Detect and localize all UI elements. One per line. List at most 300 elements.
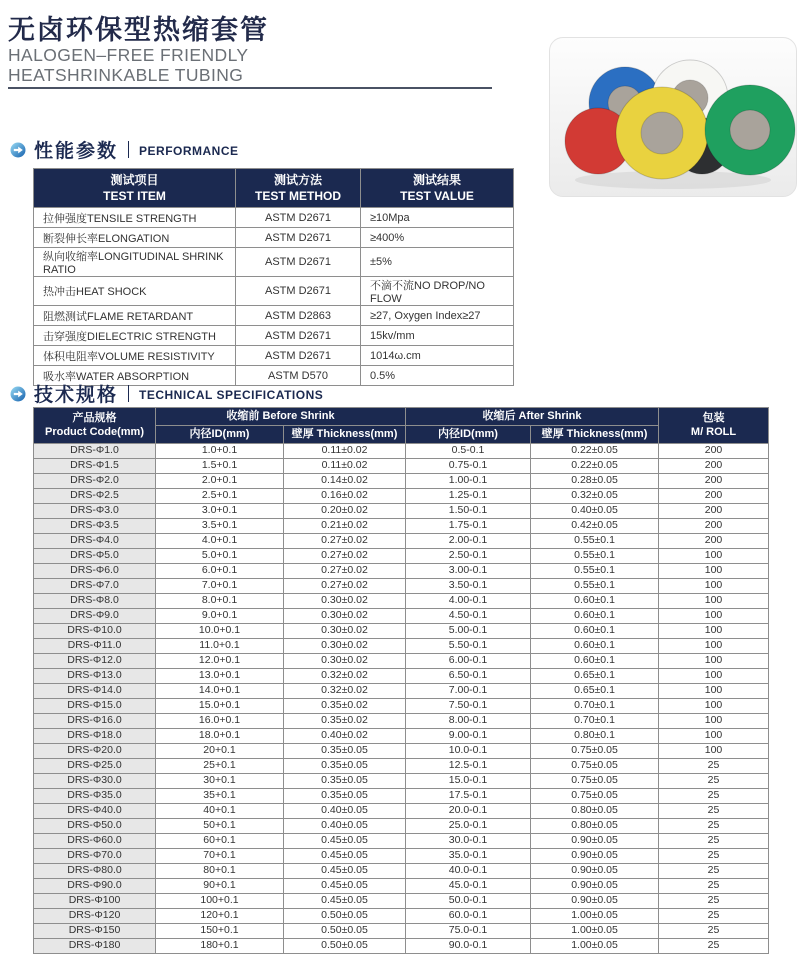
after-thickness-cell: 0.90±0.05 bbox=[531, 848, 659, 863]
before-id-cell: 30+0.1 bbox=[156, 773, 284, 788]
roll-length-cell: 100 bbox=[659, 653, 769, 668]
product-code-cell: DRS-Φ80.0 bbox=[34, 863, 156, 878]
table-row bbox=[34, 893, 769, 908]
roll-length-cell: 100 bbox=[659, 563, 769, 578]
test-item-cell: 阻燃测试FLAME RETARDANT bbox=[34, 306, 236, 326]
after-thickness-cell: 0.90±0.05 bbox=[531, 878, 659, 893]
after-thickness-cell: 0.60±0.1 bbox=[531, 638, 659, 653]
specifications-heading-cn: 技术规格 bbox=[34, 385, 119, 406]
before-thickness-cell: 0.27±0.02 bbox=[284, 563, 406, 578]
col-before-thickness: 壁厚 Thickness(mm) bbox=[284, 425, 406, 443]
after-id-cell: 9.00-0.1 bbox=[406, 728, 531, 743]
col-packing-en: M/ ROLL bbox=[690, 426, 737, 439]
after-thickness-cell: 0.80±0.1 bbox=[531, 728, 659, 743]
before-id-cell: 9.0+0.1 bbox=[156, 608, 284, 623]
specifications-heading-en: TECHNICAL SPECIFICATIONS bbox=[139, 388, 324, 402]
before-thickness-cell: 0.50±0.05 bbox=[284, 938, 406, 953]
table-row bbox=[34, 773, 769, 788]
table-row bbox=[34, 228, 514, 248]
after-thickness-cell: 1.00±0.05 bbox=[531, 923, 659, 938]
after-thickness-cell: 0.70±0.1 bbox=[531, 698, 659, 713]
test-method-cell: ASTM D2671 bbox=[236, 346, 361, 366]
col-before-id: 内径ID(mm) bbox=[156, 425, 284, 443]
after-thickness-cell: 0.90±0.05 bbox=[531, 863, 659, 878]
product-code-cell: DRS-Φ8.0 bbox=[34, 593, 156, 608]
before-thickness-cell: 0.45±0.05 bbox=[284, 833, 406, 848]
roll-length-cell: 200 bbox=[659, 458, 769, 473]
before-id-cell: 2.5+0.1 bbox=[156, 488, 284, 503]
col-test-value bbox=[361, 169, 514, 208]
performance-table-body bbox=[34, 208, 514, 386]
test-value-cell: ±5% bbox=[361, 248, 514, 277]
roll-length-cell: 25 bbox=[659, 908, 769, 923]
table-row bbox=[34, 473, 769, 488]
before-id-cell: 100+0.1 bbox=[156, 893, 284, 908]
test-value-cell: 不滴不流NO DROP/NO FLOW bbox=[361, 277, 514, 306]
product-code-cell: DRS-Φ70.0 bbox=[34, 848, 156, 863]
roll-length-cell: 25 bbox=[659, 893, 769, 908]
before-id-cell: 16.0+0.1 bbox=[156, 713, 284, 728]
col-test-value-en: TEST VALUE bbox=[400, 189, 474, 204]
table-row bbox=[34, 863, 769, 878]
after-thickness-cell: 0.42±0.05 bbox=[531, 518, 659, 533]
table-row bbox=[34, 326, 514, 346]
before-id-cell: 70+0.1 bbox=[156, 848, 284, 863]
product-code-cell: DRS-Φ10.0 bbox=[34, 623, 156, 638]
table-row bbox=[34, 306, 514, 326]
test-value-cell: ≥10Mpa bbox=[361, 208, 514, 228]
table-row bbox=[34, 248, 514, 277]
after-thickness-cell: 0.65±0.1 bbox=[531, 668, 659, 683]
col-test-item bbox=[34, 169, 236, 208]
product-code-cell: DRS-Φ6.0 bbox=[34, 563, 156, 578]
before-id-cell: 35+0.1 bbox=[156, 788, 284, 803]
heading-separator bbox=[128, 141, 129, 158]
roll-length-cell: 25 bbox=[659, 758, 769, 773]
table-row bbox=[34, 728, 769, 743]
after-thickness-cell: 0.22±0.05 bbox=[531, 458, 659, 473]
table-row bbox=[34, 578, 769, 593]
after-id-cell: 1.75-0.1 bbox=[406, 518, 531, 533]
test-method-cell: ASTM D2671 bbox=[236, 208, 361, 228]
before-thickness-cell: 0.32±0.02 bbox=[284, 683, 406, 698]
before-thickness-cell: 0.14±0.02 bbox=[284, 473, 406, 488]
after-id-cell: 6.00-0.1 bbox=[406, 653, 531, 668]
before-thickness-cell: 0.45±0.05 bbox=[284, 848, 406, 863]
after-thickness-cell: 0.80±0.05 bbox=[531, 803, 659, 818]
after-thickness-cell: 0.60±0.1 bbox=[531, 623, 659, 638]
after-thickness-cell: 0.70±0.1 bbox=[531, 713, 659, 728]
before-thickness-cell: 0.30±0.02 bbox=[284, 638, 406, 653]
after-id-cell: 45.0-0.1 bbox=[406, 878, 531, 893]
table-row bbox=[34, 563, 769, 578]
after-id-cell: 75.0-0.1 bbox=[406, 923, 531, 938]
after-id-cell: 15.0-0.1 bbox=[406, 773, 531, 788]
table-row bbox=[34, 443, 769, 458]
page-title-en-line2: HEATSHRINKABLE TUBING bbox=[8, 65, 244, 85]
table-row bbox=[34, 908, 769, 923]
before-id-cell: 14.0+0.1 bbox=[156, 683, 284, 698]
performance-heading-cn: 性能参数 bbox=[34, 141, 119, 162]
after-id-cell: 0.5-0.1 bbox=[406, 443, 531, 458]
test-item-cell: 热冲击HEAT SHOCK bbox=[34, 277, 236, 306]
after-thickness-cell: 0.60±0.1 bbox=[531, 593, 659, 608]
roll-length-cell: 100 bbox=[659, 608, 769, 623]
after-thickness-cell: 0.60±0.1 bbox=[531, 653, 659, 668]
col-test-item-en: TEST ITEM bbox=[103, 189, 166, 204]
spec-table-body bbox=[34, 443, 769, 953]
test-method-cell: ASTM D2671 bbox=[236, 248, 361, 277]
after-id-cell: 30.0-0.1 bbox=[406, 833, 531, 848]
before-thickness-cell: 0.35±0.02 bbox=[284, 698, 406, 713]
product-code-cell: DRS-Φ3.0 bbox=[34, 503, 156, 518]
after-id-cell: 5.50-0.1 bbox=[406, 638, 531, 653]
col-test-method-en: TEST METHOD bbox=[255, 189, 341, 204]
roll-length-cell: 100 bbox=[659, 728, 769, 743]
roll-length-cell: 100 bbox=[659, 743, 769, 758]
after-thickness-cell: 0.60±0.1 bbox=[531, 608, 659, 623]
col-after-thickness: 壁厚 Thickness(mm) bbox=[531, 425, 659, 443]
before-thickness-cell: 0.45±0.05 bbox=[284, 863, 406, 878]
before-id-cell: 10.0+0.1 bbox=[156, 623, 284, 638]
roll-length-cell: 100 bbox=[659, 623, 769, 638]
roll-length-cell: 25 bbox=[659, 878, 769, 893]
col-test-method bbox=[236, 169, 361, 208]
roll-length-cell: 25 bbox=[659, 788, 769, 803]
before-thickness-cell: 0.40±0.05 bbox=[284, 818, 406, 833]
roll-length-cell: 25 bbox=[659, 818, 769, 833]
before-id-cell: 4.0+0.1 bbox=[156, 533, 284, 548]
after-id-cell: 1.25-0.1 bbox=[406, 488, 531, 503]
heading-separator bbox=[128, 385, 129, 402]
performance-heading-en: PERFORMANCE bbox=[139, 144, 239, 158]
after-id-cell: 40.0-0.1 bbox=[406, 863, 531, 878]
before-thickness-cell: 0.40±0.05 bbox=[284, 803, 406, 818]
table-row bbox=[34, 803, 769, 818]
after-id-cell: 7.50-0.1 bbox=[406, 698, 531, 713]
before-thickness-cell: 0.40±0.02 bbox=[284, 728, 406, 743]
table-row bbox=[34, 623, 769, 638]
before-id-cell: 3.5+0.1 bbox=[156, 518, 284, 533]
roll-length-cell: 100 bbox=[659, 668, 769, 683]
table-row bbox=[34, 923, 769, 938]
product-code-cell: DRS-Φ13.0 bbox=[34, 668, 156, 683]
roll-length-cell: 25 bbox=[659, 848, 769, 863]
before-id-cell: 18.0+0.1 bbox=[156, 728, 284, 743]
table-row bbox=[34, 458, 769, 473]
table-row bbox=[34, 743, 769, 758]
product-code-cell: DRS-Φ1.0 bbox=[34, 443, 156, 458]
after-thickness-cell: 0.65±0.1 bbox=[531, 683, 659, 698]
arrow-bullet-icon bbox=[10, 142, 26, 158]
table-row bbox=[34, 533, 769, 548]
roll-length-cell: 100 bbox=[659, 698, 769, 713]
before-thickness-cell: 0.35±0.05 bbox=[284, 788, 406, 803]
product-code-cell: DRS-Φ90.0 bbox=[34, 878, 156, 893]
product-code-cell: DRS-Φ100 bbox=[34, 893, 156, 908]
roll-core bbox=[641, 112, 683, 154]
table-row bbox=[34, 848, 769, 863]
specifications-section-heading bbox=[10, 380, 323, 407]
col-product-code-cn: 产品规格 bbox=[72, 411, 117, 424]
page-title-cn: 无卤环保型热缩套管 bbox=[8, 15, 269, 45]
product-photo bbox=[549, 37, 797, 197]
before-id-cell: 20+0.1 bbox=[156, 743, 284, 758]
after-thickness-cell: 0.80±0.05 bbox=[531, 818, 659, 833]
product-code-cell: DRS-Φ9.0 bbox=[34, 608, 156, 623]
before-id-cell: 8.0+0.1 bbox=[156, 593, 284, 608]
product-code-cell: DRS-Φ120 bbox=[34, 908, 156, 923]
before-id-cell: 3.0+0.1 bbox=[156, 503, 284, 518]
col-product-code bbox=[34, 408, 156, 444]
after-thickness-cell: 0.75±0.05 bbox=[531, 773, 659, 788]
roll-length-cell: 200 bbox=[659, 503, 769, 518]
before-thickness-cell: 0.35±0.02 bbox=[284, 713, 406, 728]
test-value-cell: ≥400% bbox=[361, 228, 514, 248]
before-thickness-cell: 0.30±0.02 bbox=[284, 653, 406, 668]
before-id-cell: 13.0+0.1 bbox=[156, 668, 284, 683]
after-thickness-cell: 0.22±0.05 bbox=[531, 443, 659, 458]
after-thickness-cell: 0.55±0.1 bbox=[531, 548, 659, 563]
after-thickness-cell: 1.00±0.05 bbox=[531, 938, 659, 953]
roll-length-cell: 25 bbox=[659, 923, 769, 938]
before-id-cell: 5.0+0.1 bbox=[156, 548, 284, 563]
roll-length-cell: 100 bbox=[659, 578, 769, 593]
col-group-before-shrink: 收缩前 Before Shrink bbox=[156, 408, 406, 426]
product-code-cell: DRS-Φ7.0 bbox=[34, 578, 156, 593]
roll-length-cell: 100 bbox=[659, 548, 769, 563]
after-id-cell: 4.50-0.1 bbox=[406, 608, 531, 623]
after-id-cell: 2.50-0.1 bbox=[406, 548, 531, 563]
product-code-cell: DRS-Φ2.0 bbox=[34, 473, 156, 488]
before-id-cell: 1.5+0.1 bbox=[156, 458, 284, 473]
test-method-cell: ASTM D2863 bbox=[236, 306, 361, 326]
before-thickness-cell: 0.35±0.05 bbox=[284, 758, 406, 773]
after-thickness-cell: 0.75±0.05 bbox=[531, 788, 659, 803]
before-thickness-cell: 0.27±0.02 bbox=[284, 578, 406, 593]
header-divider bbox=[8, 87, 492, 89]
test-item-cell: 断裂伸长率ELONGATION bbox=[34, 228, 236, 248]
after-id-cell: 17.5-0.1 bbox=[406, 788, 531, 803]
product-code-cell: DRS-Φ14.0 bbox=[34, 683, 156, 698]
after-thickness-cell: 0.55±0.1 bbox=[531, 533, 659, 548]
after-thickness-cell: 0.55±0.1 bbox=[531, 563, 659, 578]
after-id-cell: 12.5-0.1 bbox=[406, 758, 531, 773]
test-item-cell: 体积电阻率VOLUME RESISTIVITY bbox=[34, 346, 236, 366]
table-row bbox=[34, 277, 514, 306]
table-row bbox=[34, 668, 769, 683]
product-code-cell: DRS-Φ20.0 bbox=[34, 743, 156, 758]
roll-length-cell: 25 bbox=[659, 938, 769, 953]
before-id-cell: 25+0.1 bbox=[156, 758, 284, 773]
test-item-cell: 纵向收缩率LONGITUDINAL SHRINK RATIO bbox=[34, 248, 236, 277]
before-id-cell: 80+0.1 bbox=[156, 863, 284, 878]
roll-length-cell: 200 bbox=[659, 473, 769, 488]
before-thickness-cell: 0.30±0.02 bbox=[284, 593, 406, 608]
product-code-cell: DRS-Φ1.5 bbox=[34, 458, 156, 473]
after-id-cell: 60.0-0.1 bbox=[406, 908, 531, 923]
test-item-cell: 拉伸强度TENSILE STRENGTH bbox=[34, 208, 236, 228]
table-row bbox=[34, 608, 769, 623]
table-row bbox=[34, 346, 514, 366]
before-id-cell: 15.0+0.1 bbox=[156, 698, 284, 713]
roll-length-cell: 100 bbox=[659, 593, 769, 608]
before-id-cell: 40+0.1 bbox=[156, 803, 284, 818]
arrow-bullet-icon bbox=[10, 386, 26, 402]
table-row bbox=[34, 653, 769, 668]
product-code-cell: DRS-Φ30.0 bbox=[34, 773, 156, 788]
roll-length-cell: 100 bbox=[659, 638, 769, 653]
before-id-cell: 50+0.1 bbox=[156, 818, 284, 833]
before-id-cell: 12.0+0.1 bbox=[156, 653, 284, 668]
roll-length-cell: 25 bbox=[659, 863, 769, 878]
test-value-cell: 15kv/mm bbox=[361, 326, 514, 346]
after-thickness-cell: 0.75±0.05 bbox=[531, 758, 659, 773]
after-thickness-cell: 0.55±0.1 bbox=[531, 578, 659, 593]
table-row bbox=[34, 758, 769, 773]
test-item-cell: 吸水率WATER ABSORPTION bbox=[34, 366, 236, 386]
roll-length-cell: 200 bbox=[659, 518, 769, 533]
spec-header-row-1 bbox=[34, 408, 769, 426]
after-thickness-cell: 1.00±0.05 bbox=[531, 908, 659, 923]
after-id-cell: 2.00-0.1 bbox=[406, 533, 531, 548]
performance-table bbox=[33, 168, 514, 386]
table-row bbox=[34, 548, 769, 563]
before-id-cell: 11.0+0.1 bbox=[156, 638, 284, 653]
before-thickness-cell: 0.20±0.02 bbox=[284, 503, 406, 518]
after-id-cell: 4.00-0.1 bbox=[406, 593, 531, 608]
performance-header-row bbox=[34, 169, 514, 208]
before-thickness-cell: 0.32±0.02 bbox=[284, 668, 406, 683]
test-value-cell: 0.5% bbox=[361, 366, 514, 386]
after-thickness-cell: 0.75±0.05 bbox=[531, 743, 659, 758]
after-thickness-cell: 0.90±0.05 bbox=[531, 833, 659, 848]
test-method-cell: ASTM D2671 bbox=[236, 277, 361, 306]
after-id-cell: 35.0-0.1 bbox=[406, 848, 531, 863]
col-test-method-cn: 测试方法 bbox=[273, 173, 322, 187]
before-thickness-cell: 0.30±0.02 bbox=[284, 608, 406, 623]
table-row bbox=[34, 713, 769, 728]
after-id-cell: 3.50-0.1 bbox=[406, 578, 531, 593]
table-row bbox=[34, 503, 769, 518]
product-code-cell: DRS-Φ16.0 bbox=[34, 713, 156, 728]
after-id-cell: 8.00-0.1 bbox=[406, 713, 531, 728]
before-thickness-cell: 0.35±0.05 bbox=[284, 743, 406, 758]
col-product-code-en: Product Code(mm) bbox=[45, 426, 144, 439]
table-row bbox=[34, 208, 514, 228]
test-method-cell: ASTM D2671 bbox=[236, 326, 361, 346]
product-code-cell: DRS-Φ11.0 bbox=[34, 638, 156, 653]
table-row bbox=[34, 518, 769, 533]
col-packing bbox=[659, 408, 769, 444]
table-row bbox=[34, 818, 769, 833]
roll-length-cell: 200 bbox=[659, 443, 769, 458]
product-code-cell: DRS-Φ12.0 bbox=[34, 653, 156, 668]
product-code-cell: DRS-Φ25.0 bbox=[34, 758, 156, 773]
product-code-cell: DRS-Φ5.0 bbox=[34, 548, 156, 563]
col-group-after-shrink: 收缩后 After Shrink bbox=[406, 408, 659, 426]
col-packing-cn: 包装 bbox=[702, 411, 725, 424]
table-row bbox=[34, 683, 769, 698]
before-thickness-cell: 0.27±0.02 bbox=[284, 533, 406, 548]
after-id-cell: 7.00-0.1 bbox=[406, 683, 531, 698]
after-id-cell: 0.75-0.1 bbox=[406, 458, 531, 473]
before-id-cell: 6.0+0.1 bbox=[156, 563, 284, 578]
roll-length-cell: 25 bbox=[659, 803, 769, 818]
roll-length-cell: 200 bbox=[659, 533, 769, 548]
before-thickness-cell: 0.11±0.02 bbox=[284, 458, 406, 473]
table-row bbox=[34, 638, 769, 653]
after-id-cell: 20.0-0.1 bbox=[406, 803, 531, 818]
roll-length-cell: 100 bbox=[659, 713, 769, 728]
col-test-item-cn: 测试项目 bbox=[110, 173, 159, 187]
before-thickness-cell: 0.50±0.05 bbox=[284, 908, 406, 923]
product-code-cell: DRS-Φ15.0 bbox=[34, 698, 156, 713]
before-id-cell: 150+0.1 bbox=[156, 923, 284, 938]
after-thickness-cell: 0.90±0.05 bbox=[531, 893, 659, 908]
before-thickness-cell: 0.35±0.05 bbox=[284, 773, 406, 788]
before-thickness-cell: 0.21±0.02 bbox=[284, 518, 406, 533]
product-code-cell: DRS-Φ40.0 bbox=[34, 803, 156, 818]
before-id-cell: 90+0.1 bbox=[156, 878, 284, 893]
roll-length-cell: 25 bbox=[659, 773, 769, 788]
page-title-en-line1: HALOGEN–FREE FRIENDLY bbox=[8, 45, 249, 65]
after-thickness-cell: 0.28±0.05 bbox=[531, 473, 659, 488]
before-thickness-cell: 0.27±0.02 bbox=[284, 548, 406, 563]
product-code-cell: DRS-Φ60.0 bbox=[34, 833, 156, 848]
before-id-cell: 60+0.1 bbox=[156, 833, 284, 848]
specifications-table bbox=[33, 407, 769, 954]
table-row bbox=[34, 593, 769, 608]
before-id-cell: 120+0.1 bbox=[156, 908, 284, 923]
table-row bbox=[34, 878, 769, 893]
after-id-cell: 1.50-0.1 bbox=[406, 503, 531, 518]
before-id-cell: 7.0+0.1 bbox=[156, 578, 284, 593]
after-id-cell: 6.50-0.1 bbox=[406, 668, 531, 683]
before-id-cell: 180+0.1 bbox=[156, 938, 284, 953]
col-test-value-cn: 测试结果 bbox=[412, 173, 461, 187]
after-thickness-cell: 0.32±0.05 bbox=[531, 488, 659, 503]
test-value-cell: ≥27, Oxygen Index≥27 bbox=[361, 306, 514, 326]
performance-section-heading bbox=[10, 136, 239, 163]
product-code-cell: DRS-Φ4.0 bbox=[34, 533, 156, 548]
before-thickness-cell: 0.16±0.02 bbox=[284, 488, 406, 503]
product-code-cell: DRS-Φ150 bbox=[34, 923, 156, 938]
before-thickness-cell: 0.11±0.02 bbox=[284, 443, 406, 458]
before-thickness-cell: 0.30±0.02 bbox=[284, 623, 406, 638]
after-id-cell: 5.00-0.1 bbox=[406, 623, 531, 638]
before-thickness-cell: 0.50±0.05 bbox=[284, 923, 406, 938]
roll-length-cell: 200 bbox=[659, 488, 769, 503]
product-code-cell: DRS-Φ3.5 bbox=[34, 518, 156, 533]
before-thickness-cell: 0.45±0.05 bbox=[284, 893, 406, 908]
before-thickness-cell: 0.45±0.05 bbox=[284, 878, 406, 893]
page-title-en bbox=[8, 45, 249, 85]
table-row bbox=[34, 788, 769, 803]
test-item-cell: 击穿强度DIELECTRIC STRENGTH bbox=[34, 326, 236, 346]
tubing-rolls-image bbox=[550, 38, 796, 196]
test-value-cell: 1014ω.cm bbox=[361, 346, 514, 366]
roll-core bbox=[730, 110, 770, 150]
product-code-cell: DRS-Φ50.0 bbox=[34, 818, 156, 833]
before-id-cell: 2.0+0.1 bbox=[156, 473, 284, 488]
after-id-cell: 90.0-0.1 bbox=[406, 938, 531, 953]
product-code-cell: DRS-Φ2.5 bbox=[34, 488, 156, 503]
after-id-cell: 1.00-0.1 bbox=[406, 473, 531, 488]
test-method-cell: ASTM D570 bbox=[236, 366, 361, 386]
before-id-cell: 1.0+0.1 bbox=[156, 443, 284, 458]
table-row bbox=[34, 698, 769, 713]
